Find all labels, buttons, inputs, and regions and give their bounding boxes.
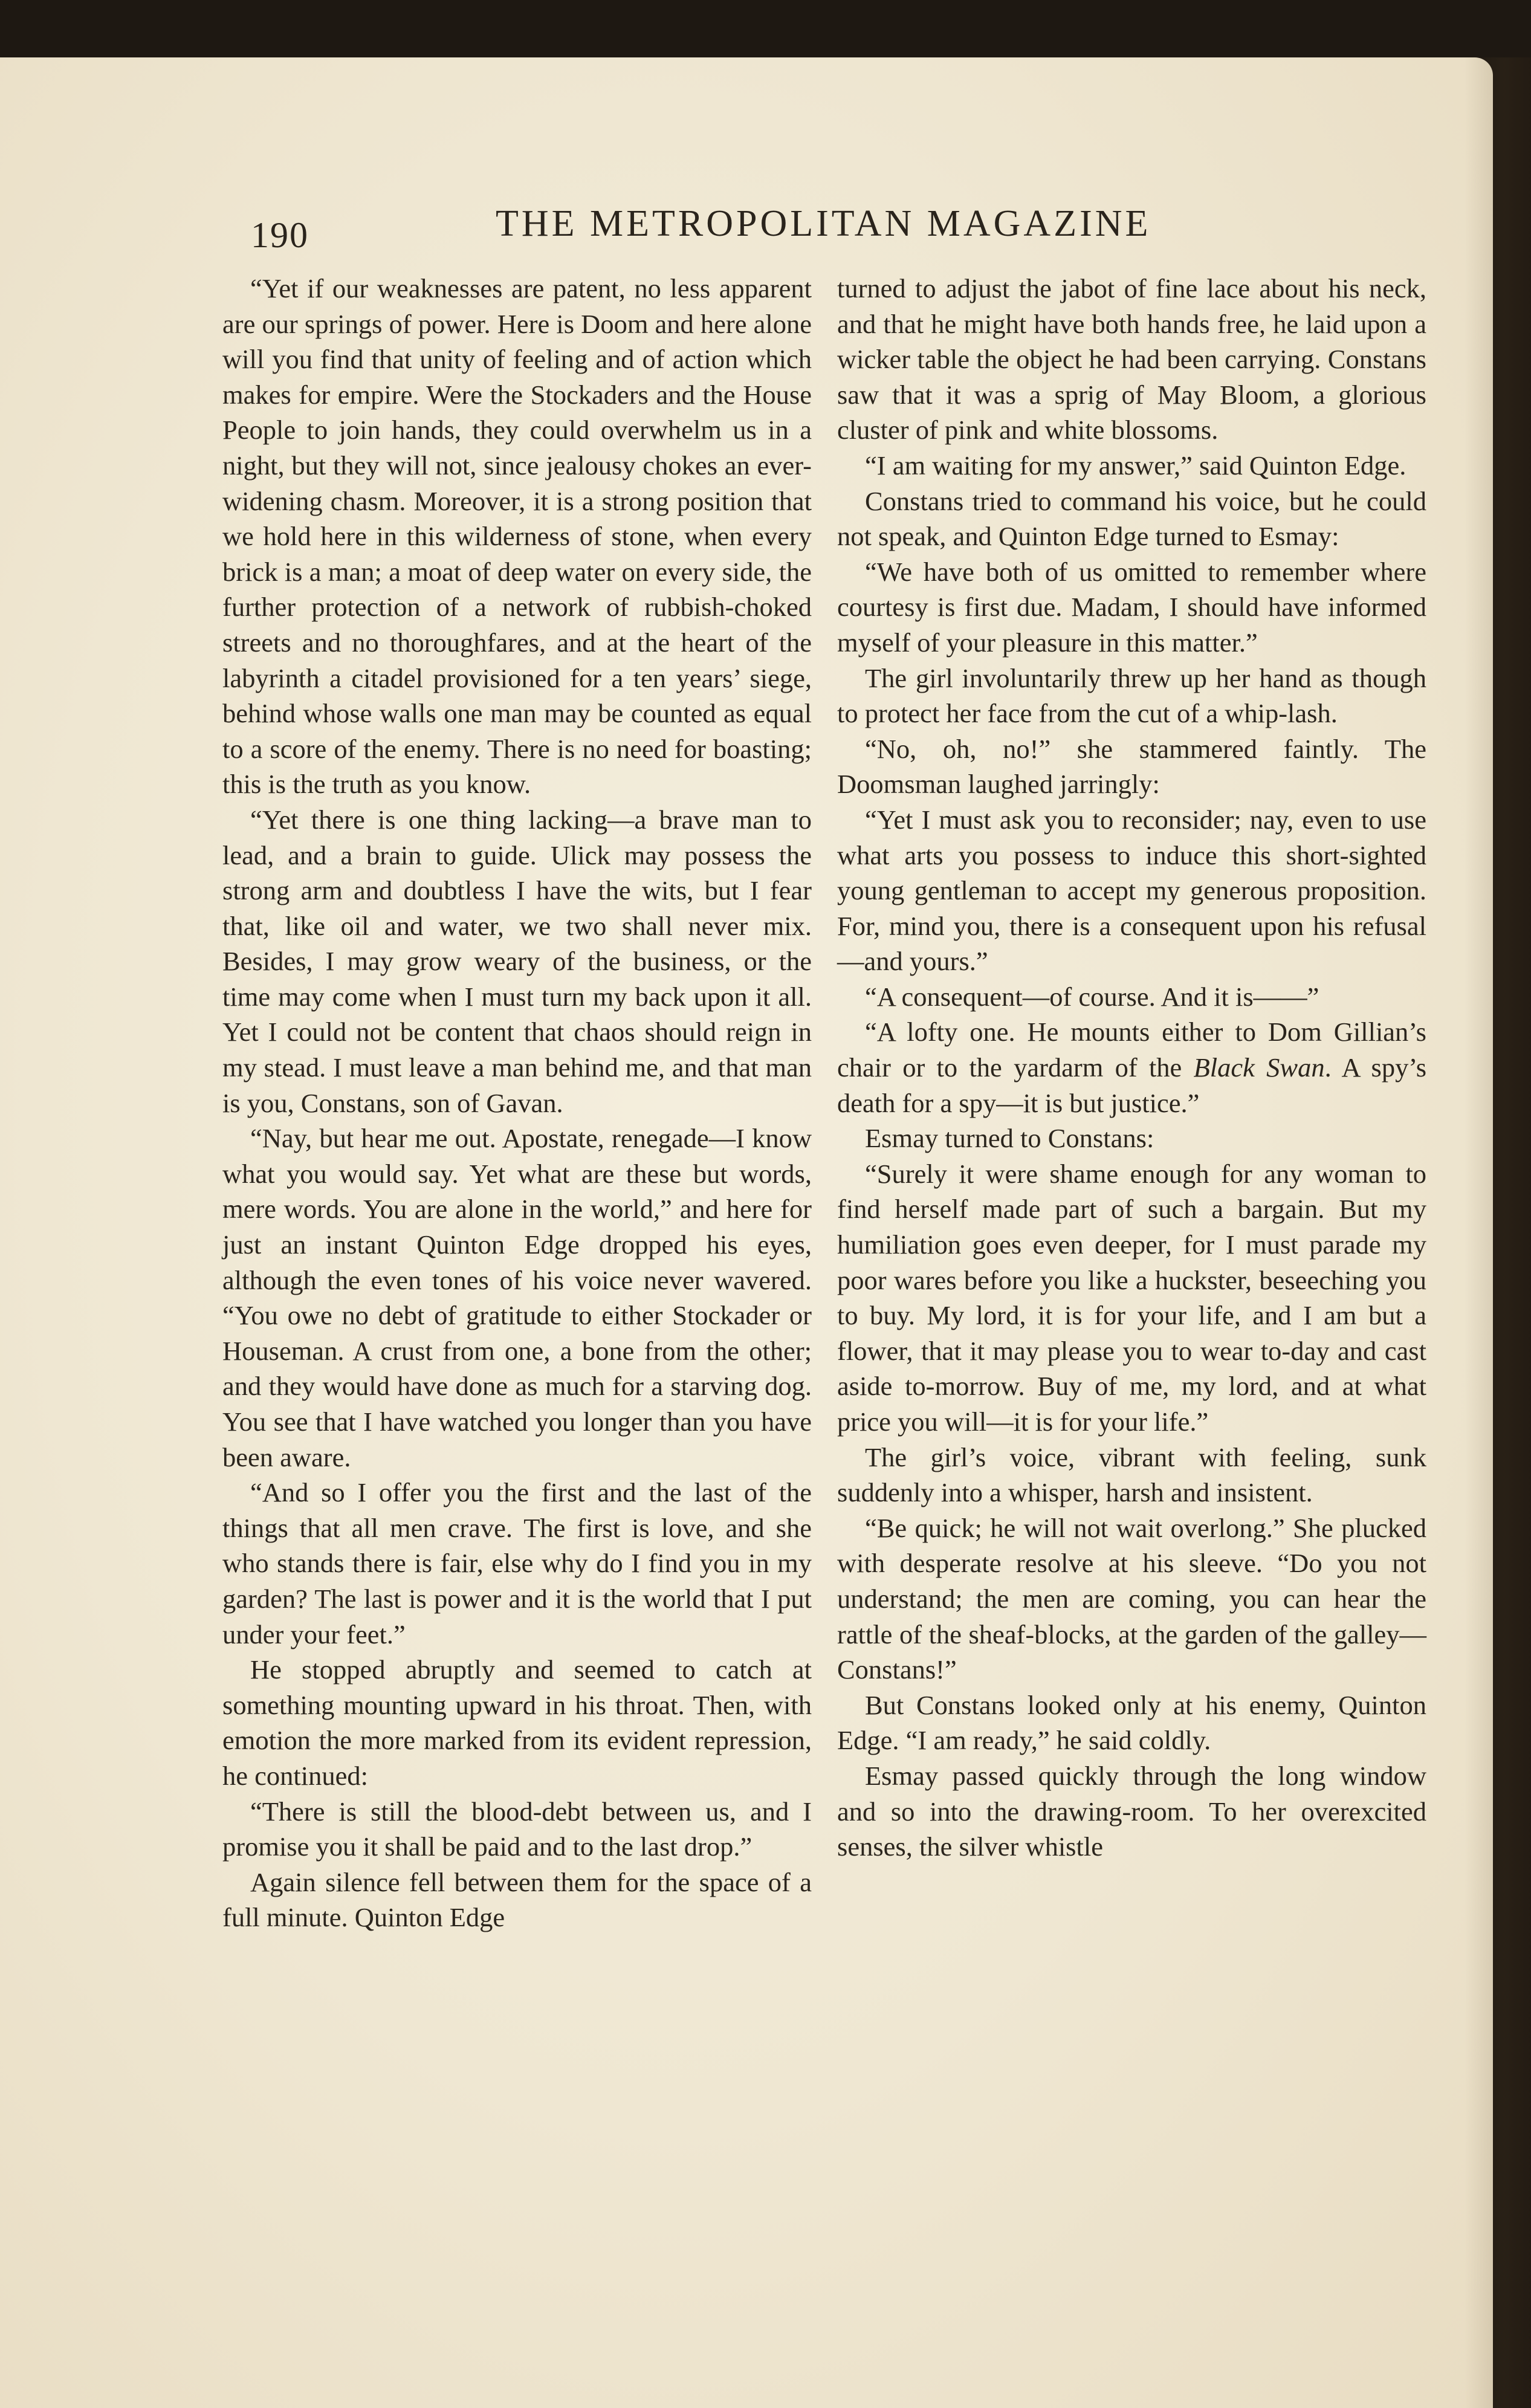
paragraph: “Nay, but hear me out. Apostate, renegade—I know what you would say. Yet what are these but words, mere words. You are alone in the world,” and here for just an instant Quinton Edge dropped his eyes, although the even tones of his voice never wavered. “You owe no debt of gratitude to either Stockader or Houseman. A crust from one, a bone from the other; and they would have done as much for a starving dog. You see that I have watched you longer than you have been aware. (222, 1123, 812, 1472)
paragraph: Again silence fell between them for the space of a full minute. Quinton Edge (222, 1866, 812, 1933)
paragraph: He stopped abruptly and seemed to catch at something mounting upward in his throat. Then, with emotion the more marked from its evident repression, he continued: (222, 1654, 812, 1791)
paragraph: “A consequent—of course. And it is——” (865, 981, 1319, 1012)
magazine-title: THE METROPOLITAN MAGAZINE (496, 203, 1151, 244)
page-number: 190 (251, 215, 309, 255)
paragraph: But Constans looked only at his enemy, Quinton Edge. “I am ready,” he said coldly. (837, 1689, 1426, 1756)
paragraph: turned to adjust the jabot of fine lace about his neck, and that he might have both hands free, he laid upon a wicker table the object he had been carrying. Constans saw that it was a sprig of May Bloom, a glorious cluster of pink and white blossoms. (837, 273, 1426, 445)
paragraph: The girl’s voice, vibrant with feeling, sunk suddenly into a whisper, harsh and insistent. (837, 1442, 1426, 1508)
paragraph: “Surely it were shame enough for any woman to find herself made part of such a bargain. But my humiliation goes even deeper, for I must parade my poor wares before you like a huckster, beseeching you to buy. My lord, it is for your life, and I am but a flower, that it may please you to wear to-day and cast aside to-morrow. Buy of me, my lord, and at what price you will—it is for your life.” (837, 1158, 1426, 1437)
page-gutter-shadow (1465, 57, 1531, 2408)
left-column (222, 271, 812, 1935)
paragraph-text: “A lofty one. He mounts either to Dom Gillian’s chair or to the yardarm of the (837, 1017, 1426, 1083)
paragraph: “Yet I must ask you to reconsider; nay, even to use what arts you possess to induce this short-sighted young gentleman to accept my generous proposition. For, mind you, there is a consequent upon his refusal—and yours.” (837, 804, 1426, 977)
paragraph: “We have both of us omitted to remember where courtesy is first due. Madam, I should have informed myself of your pleasure in this matter.” (837, 556, 1426, 658)
running-head (0, 202, 1531, 257)
paragraph: “I am waiting for my answer,” said Quinton Edge. (865, 450, 1406, 481)
paragraph: Esmay passed quickly through the long window and so into the drawing-room. To her overexcited senses, the silver whistle (837, 1760, 1426, 1862)
right-column (837, 271, 1426, 1865)
paragraph: “No, oh, no!” she stammered faintly. The Doomsman laughed jarringly: (837, 733, 1426, 800)
paragraph: “Yet there is one thing lacking—a brave man to lead, and a brain to guide. Ulick may possess the strong arm and doubtless I have the wits, but I fear that, like oil and water, we two shall never mix. Besides, I may grow weary of the business, or the time may come when I must turn my back upon it all. Yet I could not be content that chaos should reign in my stead. I must leave a man behind me, and that man is you, Constans, son of Gavan. (222, 804, 812, 1118)
paragraph: “Be quick; he will not wait overlong.” She plucked with desperate resolve at his sleeve. “Do you not understand; the men are coming, you can hear the rattle of the sheaf-blocks, at the garden of the galley—Constans!” (837, 1512, 1426, 1685)
ship-name: Black Swan (1193, 1052, 1325, 1083)
paragraph: “There is still the blood-debt between us, and I promise you it shall be paid and to the last drop.” (222, 1796, 812, 1862)
paragraph: Esmay turned to Constans: (865, 1123, 1154, 1154)
paragraph: The girl involuntarily threw up her hand as though to protect her face from the cut of a whip-lash. (837, 662, 1426, 729)
paragraph-text: . A spy’s death for a spy—it is but justice.” (837, 1052, 1427, 1118)
paragraph: “Yet if our weaknesses are patent, no less apparent are our springs of power. Here is Doom and here alone will you find that unity of feeling and of action which makes for empire. Were the Stockaders and the House People to join hands, they could overwhelm us in a night, but they will not, since jealousy chokes an ever-widening chasm. Moreover, it is a strong position that we hold here in this wilderness of stone, when every brick is a man; a moat of deep water on every side, the further protection of a network of rubbish-choked streets and no thoroughfares, and at the heart of the labyrinth a citadel provisioned for a ten years’ siege, behind whose walls one man may be counted as equal to a score of the enemy. There is no need for boasting; this is the truth as you know. (222, 273, 812, 800)
paragraph: Constans tried to command his voice, but he could not speak, and Quinton Edge turned to Esmay: (837, 485, 1426, 552)
paragraph (837, 1014, 1426, 1121)
paragraph: “And so I offer you the first and the last of the things that all men crave. The first is love, and she who stands there is fair, else why do I find you in my garden? The last is power and it is the world that I put under your feet.” (222, 1477, 812, 1649)
